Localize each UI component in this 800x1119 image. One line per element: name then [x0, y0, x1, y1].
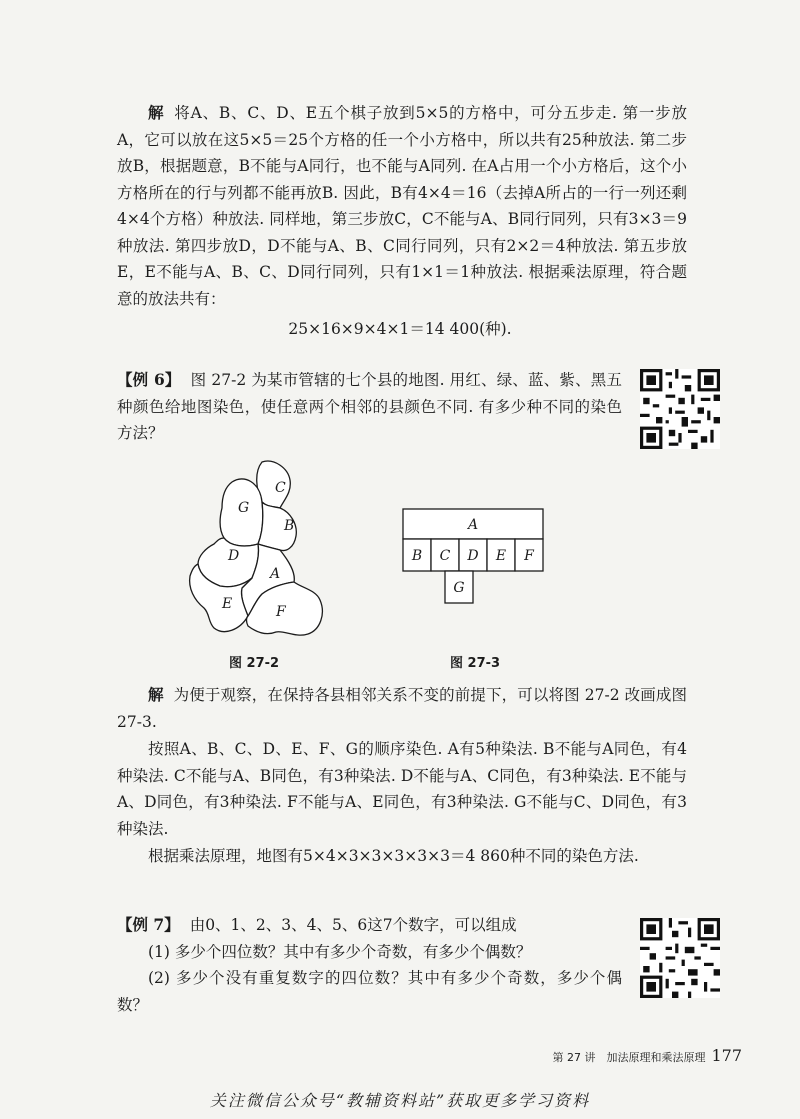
promo-banner: 关注微信公众号“教辅资料站”获取更多学习资料 [209, 1091, 591, 1110]
example-7-label: 【例 7】 [117, 915, 180, 934]
grid-label-row-3: D [467, 548, 479, 564]
solution-1-lead: 解 [148, 103, 165, 122]
rearranged-grid-figure [402, 508, 544, 606]
chapter-title: 第 27 讲 加法原理和乘法原理 [552, 1051, 706, 1064]
figure-27-3-caption: 图 27-3 [450, 656, 501, 671]
solution-2-paragraph-1 [117, 682, 687, 735]
qr-code-image [640, 369, 720, 449]
grid-label-top: A [467, 517, 479, 533]
map-label-f: F [276, 604, 286, 620]
example-6-text: 图 27-2 为某市管辖的七个县的地图. 用红、绿、蓝、紫、黑五种颜色给地图染色，使任意两个相邻的县颜色不同. 有多少种不同的染色方法？ [117, 371, 622, 442]
grid-label-row-2: C [439, 548, 451, 564]
grid-label-row-1: B [411, 548, 423, 564]
solution-1-text: 将A、B、C、D、E五个棋子放到5×5的方格中，可分五步走. 第一步放A，它可以放在这5×5＝25个方格的任一个小方格中，所以共有25种放法. 第二步放B，根据题意，B不能与A同行，也不能与A同列. 在A占用一个小方格后，这个小方格所在的行与列都不能再放B. 因此，B有4×4＝16（去掉A所占的一行一列还剩4×4个方格）种放法. 同样地，第三步放C，C不能与A、B同行同列，只有3×3＝9种放法. 第四步放D，D不能与A、B、C同行同列，只有2×2＝4种放法. 第五步放E，E不能与A、B、C、D同行同列，只有1×1＝1种放法. 根据乘法原理，符合题意的放法共有： [117, 104, 687, 308]
figure-27-2-caption: 图 27-2 [229, 656, 280, 671]
grid-label-row-5: F [524, 548, 534, 564]
solution-2-text-1: 为便于观察，在保持各县相邻关系不变的前提下，可以将图 27-2 改画成图 27-3. [117, 686, 687, 731]
map-label-g: G [238, 500, 250, 516]
example-7-question-1: (1) 多少个四位数？其中有多少个奇数，有多少个偶数？ [148, 942, 532, 961]
solution-2-paragraph-3: 根据乘法原理，地图有5×4×3×3×3×3×3＝4 860种不同的染色方法. [148, 847, 639, 865]
qr-code-image [640, 918, 720, 998]
solution-1-paragraph [117, 100, 687, 312]
page-number: 177 [711, 1046, 742, 1065]
map-label-e: E [222, 596, 233, 612]
map-label-a: A [270, 566, 281, 582]
example-7-paragraph [117, 912, 622, 1018]
solution-1-formula: 25×16×9×4×1＝14 400(种). [288, 320, 512, 338]
map-label-d: D [228, 548, 240, 564]
map-label-c: C [275, 480, 286, 496]
solution-2-paragraph-2: 按照A、B、C、D、E、F、G的顺序染色. A有5种染法. B不能与A同色，有4种染法. C不能与A、B同色，有3种染法. D不能与A、C同色，有3种染法. E不能与A、D同色，有3种染法. F不能与A、E同色，有3种染法. G不能与C、D同色，有3种染法. [117, 740, 687, 838]
county-map-figure [180, 460, 340, 646]
solution-2-lead: 解 [148, 685, 164, 704]
grid-label-row-4: E [495, 548, 507, 564]
map-label-b: B [284, 518, 295, 534]
grid-label-bottom: G [453, 580, 465, 596]
example-6-label: 【例 6】 [117, 370, 181, 389]
example-7-intro: 由0、1、2、3、4、5、6这7个数字，可以组成 [189, 916, 517, 934]
qr-code-example-6[interactable] [640, 369, 720, 449]
running-footer [552, 1046, 742, 1065]
example-7-question-2: (2) 多少个没有重复数字的四位数？其中有多少个奇数，多少个偶数？ [117, 969, 622, 1014]
qr-code-example-7[interactable] [640, 918, 720, 998]
example-6-paragraph [117, 367, 622, 447]
